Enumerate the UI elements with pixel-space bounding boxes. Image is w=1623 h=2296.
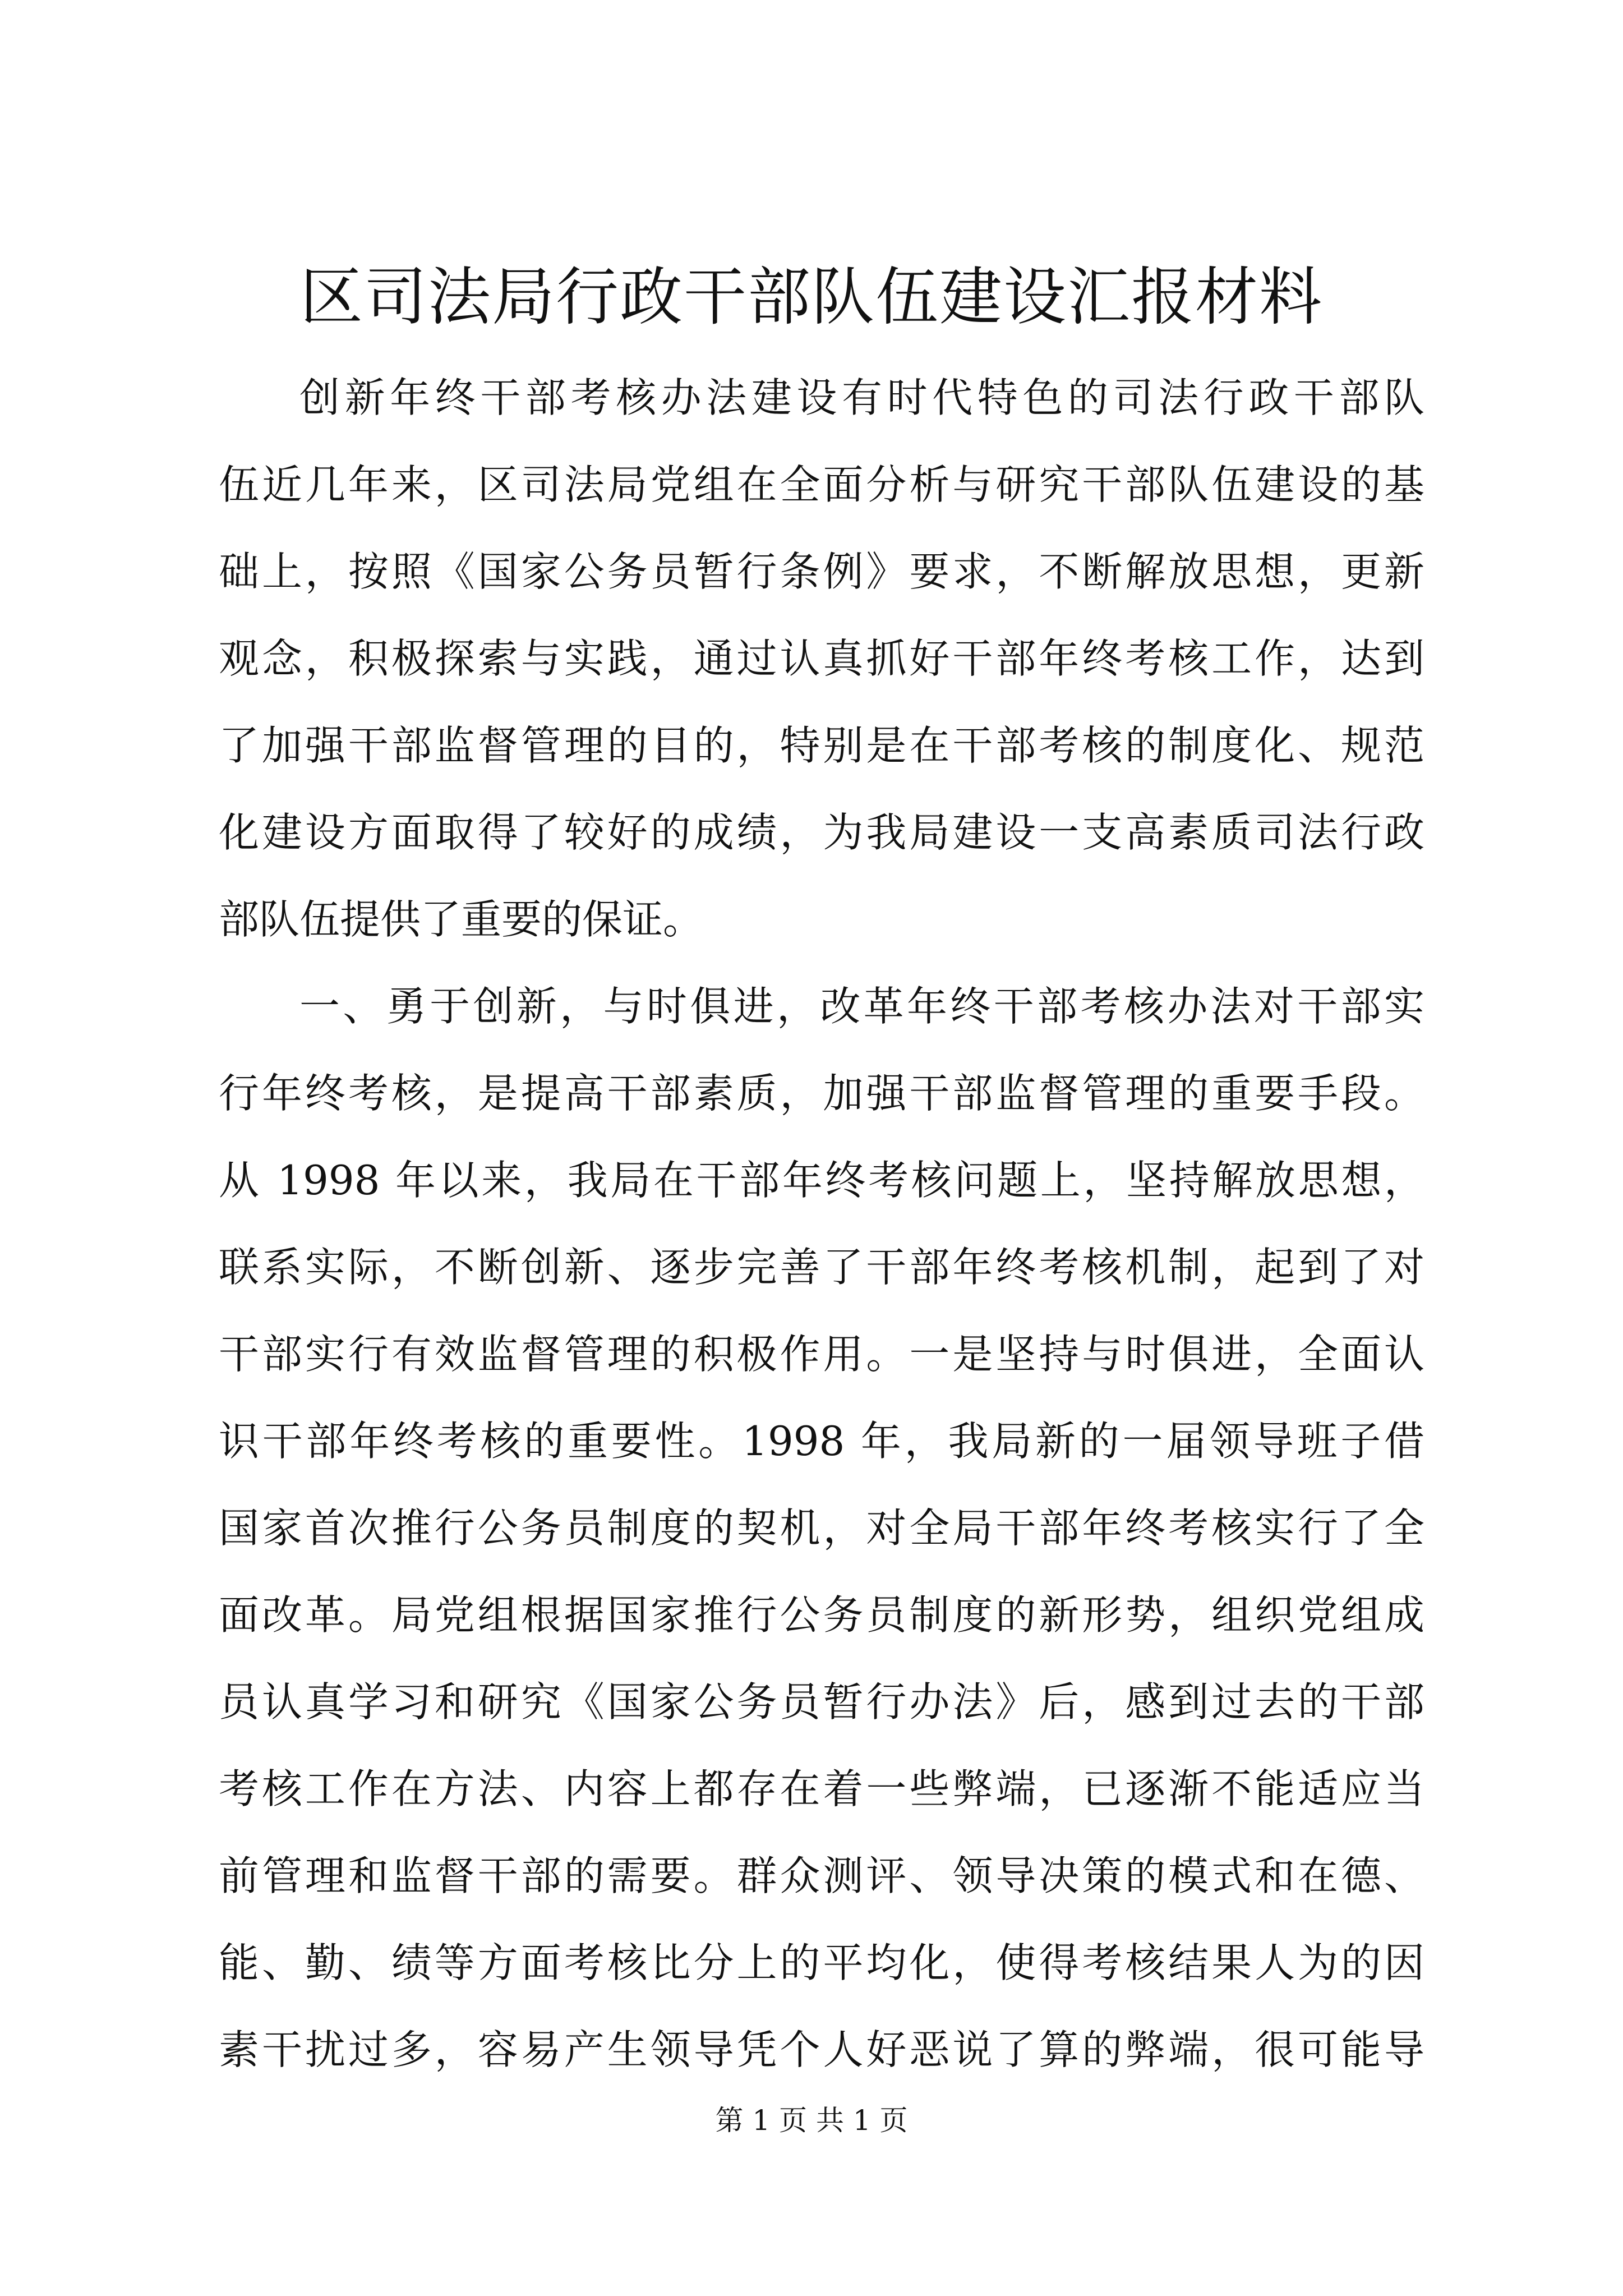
body-line: 素干扰过多，容易产生领导凭个人好恶说了算的弊端，很可能导 bbox=[219, 2026, 1424, 2073]
body-line: 化建设方面取得了较好的成绩，为我局建设一支高素质司法行政 bbox=[219, 809, 1424, 856]
body-line: 国家首次推行公务员制度的契机，对全局干部年终考核实行了全 bbox=[219, 1504, 1424, 1552]
body-line: 能、勤、绩等方面考核比分上的平均化，使得考核结果人为的因 bbox=[219, 1939, 1424, 1986]
body-line: 伍近几年来，区司法局党组在全面分析与研究干部队伍建设的基 bbox=[219, 461, 1424, 508]
document-title: 区司法局行政干部队伍建设汇报材料 bbox=[300, 261, 1323, 334]
body-line: 从 1998 年以来，我局在干部年终考核问题上，坚持解放思想， bbox=[219, 1157, 1424, 1204]
body-line: 员认真学习和研究《国家公务员暂行办法》后，感到过去的干部 bbox=[219, 1678, 1424, 1726]
body-line: 面改革。局党组根据国家推行公务员制度的新形势，组织党组成 bbox=[219, 1591, 1424, 1639]
body-line: 一、勇于创新，与时俱进，改革年终干部考核办法对干部实 bbox=[299, 983, 1424, 1030]
body-line: 础上，按照《国家公务员暂行条例》要求，不断解放思想，更新 bbox=[219, 548, 1424, 595]
body-line: 观念，积极探索与实践，通过认真抓好干部年终考核工作，达到 bbox=[219, 635, 1424, 682]
body-line: 了加强干部监督管理的目的，特别是在干部考核的制度化、规范 bbox=[219, 722, 1424, 769]
page-number-footer: 第 1 页 共 1 页 bbox=[715, 2104, 908, 2137]
body-line: 识干部年终考核的重要性。1998 年，我局新的一届领导班子借 bbox=[219, 1418, 1424, 1465]
document-body bbox=[219, 355, 1424, 2093]
body-line: 联系实际，不断创新、逐步完善了干部年终考核机制，起到了对 bbox=[219, 1244, 1424, 1291]
body-line: 行年终考核，是提高干部素质，加强干部监督管理的重要手段。 bbox=[219, 1070, 1424, 1117]
body-line: 干部实行有效监督管理的积极作用。一是坚持与时俱进，全面认 bbox=[219, 1331, 1424, 1378]
body-line: 考核工作在方法、内容上都存在着一些弊端，已逐渐不能适应当 bbox=[219, 1765, 1424, 1812]
body-line: 创新年终干部考核办法建设有时代特色的司法行政干部队 bbox=[299, 374, 1424, 421]
body-line: 部队伍提供了重要的保证。 bbox=[219, 896, 704, 943]
body-line: 前管理和监督干部的需要。群众测评、领导决策的模式和在德、 bbox=[219, 1852, 1424, 1899]
